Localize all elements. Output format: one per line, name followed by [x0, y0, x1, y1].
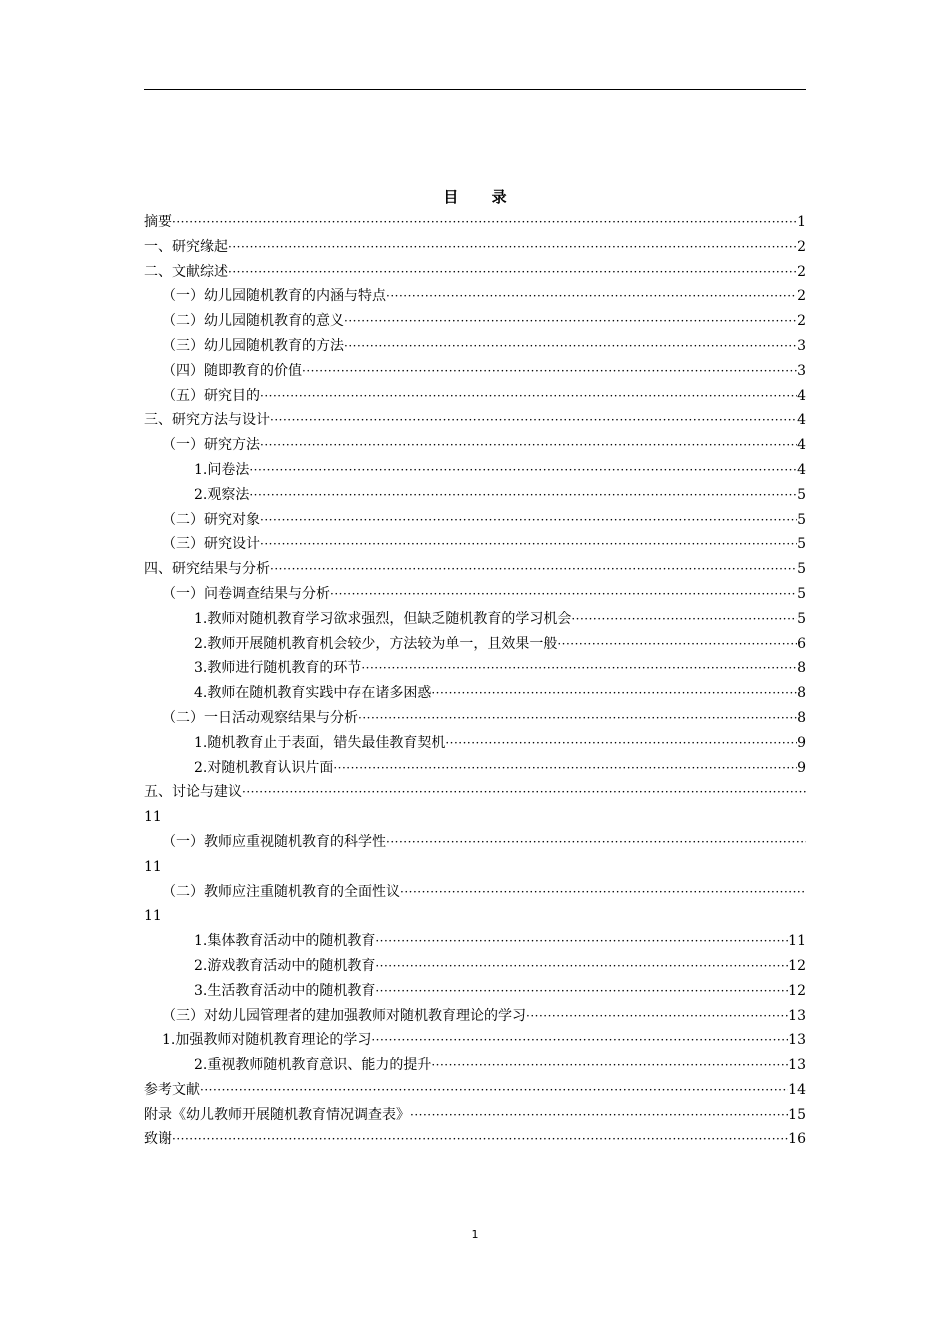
toc-entry[interactable]	[144, 582, 806, 607]
table-of-contents	[144, 210, 806, 1152]
toc-entry-page: 4	[797, 461, 806, 478]
toc-entry[interactable]	[144, 1053, 806, 1078]
toc-entry-text: 4.教师在随机教育实践中存在诸多困惑	[194, 685, 432, 702]
toc-entry[interactable]	[144, 1127, 806, 1152]
toc-entry[interactable]	[144, 607, 806, 632]
toc-leader-dots	[400, 880, 806, 905]
toc-entry[interactable]	[144, 656, 806, 681]
toc-leader-dots	[270, 557, 797, 582]
toc-entry-text: 致谢	[144, 1131, 172, 1148]
toc-entry-page: 1	[797, 214, 806, 230]
toc-leader-dots	[375, 979, 788, 1004]
toc-entry-text: 五、讨论与建议	[144, 784, 242, 801]
toc-entry-text: 3.生活教育活动中的随机教育	[194, 982, 376, 999]
toc-entry-text: 摘要	[144, 214, 172, 230]
toc-leader-dots	[249, 483, 797, 508]
toc-leader-dots	[431, 1053, 788, 1078]
toc-leader-dots	[200, 1078, 788, 1103]
toc-leader-dots	[371, 1028, 788, 1053]
toc-entry-page: 2	[797, 288, 806, 305]
toc-entry-text: （三）研究设计	[162, 536, 260, 553]
toc-entry-page: 11	[144, 858, 162, 875]
toc-entry-text: 三、研究方法与设计	[144, 412, 270, 429]
toc-entry-text: （三）对幼儿园管理者的建加强教师对随机教育理论的学习	[162, 1007, 526, 1024]
toc-leader-dots	[260, 508, 797, 533]
toc-entry[interactable]	[144, 334, 806, 359]
toc-leader-dots	[358, 706, 797, 731]
toc-entry-page: 11	[788, 933, 806, 950]
toc-entry-page: 5	[797, 610, 806, 627]
toc-entry-page-line	[144, 904, 806, 929]
toc-entry[interactable]	[144, 731, 806, 756]
toc-entry-text: 1.随机教育止于表面，错失最佳教育契机	[194, 734, 446, 751]
toc-entry[interactable]	[144, 632, 806, 657]
toc-entry-text: 参考文献	[144, 1081, 200, 1098]
toc-entry-page: 8	[797, 685, 806, 702]
toc-entry[interactable]	[144, 284, 806, 309]
toc-entry[interactable]	[144, 880, 806, 905]
toc-entry-page: 11	[144, 809, 162, 826]
toc-entry[interactable]	[144, 706, 806, 731]
toc-leader-dots	[431, 681, 797, 706]
toc-entry[interactable]	[144, 433, 806, 458]
toc-entry[interactable]	[144, 359, 806, 384]
toc-leader-dots	[228, 260, 797, 285]
toc-entry[interactable]	[144, 681, 806, 706]
toc-entry[interactable]	[144, 309, 806, 334]
toc-entry[interactable]	[144, 780, 806, 805]
toc-entry-text: （二）研究对象	[162, 511, 260, 528]
toc-entry-text: 1.集体教育活动中的随机教育	[194, 933, 376, 950]
toc-entry-text: （一）研究方法	[162, 437, 260, 454]
toc-entry[interactable]	[144, 408, 806, 433]
toc-entry-text: （四）随即教育的价值	[162, 362, 302, 379]
toc-entry-text: 1.加强教师对随机教育理论的学习	[162, 1032, 372, 1049]
toc-entry-text: （五）研究目的	[162, 387, 260, 404]
toc-entry-page: 5	[797, 536, 806, 553]
toc-leader-dots	[361, 656, 797, 681]
toc-entry-page: 3	[797, 362, 806, 379]
toc-entry[interactable]	[144, 929, 806, 954]
toc-leader-dots	[302, 359, 797, 384]
toc-entry-page: 4	[797, 437, 806, 454]
toc-entry[interactable]	[144, 756, 806, 781]
toc-entry-text: 2.重视教师随机教育意识、能力的提升	[194, 1057, 432, 1074]
toc-entry[interactable]	[144, 1103, 806, 1128]
toc-entry-page: 3	[797, 337, 806, 354]
toc-leader-dots	[410, 1103, 788, 1128]
toc-leader-dots	[172, 1127, 788, 1152]
toc-entry-text: 附录《幼儿教师开展随机教育情况调查表》	[144, 1106, 410, 1123]
toc-entry-text: 1.教师对随机教育学习欲求强烈，但缺乏随机教育的学习机会	[194, 610, 572, 627]
toc-entry-text: 2.教师开展随机教育机会较少，方法较为单一，且效果一般	[194, 635, 558, 652]
toc-entry-page: 13	[788, 1032, 806, 1049]
toc-leader-dots	[228, 235, 797, 260]
toc-leader-dots	[571, 607, 797, 632]
toc-entry-page: 5	[797, 561, 806, 578]
toc-leader-dots	[344, 334, 797, 359]
toc-entry-page: 14	[788, 1081, 806, 1098]
toc-entry[interactable]	[144, 260, 806, 285]
toc-entry[interactable]	[144, 483, 806, 508]
toc-leader-dots	[375, 929, 788, 954]
toc-leader-dots	[270, 408, 797, 433]
toc-entry-text: 3.教师进行随机教育的环节	[194, 660, 362, 677]
toc-entry-text: 2.观察法	[194, 486, 250, 503]
toc-entry-page: 12	[788, 957, 806, 974]
toc-entry-text: （三）幼儿园随机教育的方法	[162, 337, 344, 354]
toc-leader-dots	[260, 433, 797, 458]
toc-entry-text: 一、研究缘起	[144, 238, 228, 255]
toc-entry-text: 2.对随机教育认识片面	[194, 759, 334, 776]
toc-entry-page: 13	[788, 1007, 806, 1024]
toc-title: 目 录	[443, 188, 521, 206]
toc-entry[interactable]	[144, 830, 806, 855]
toc-entry[interactable]	[144, 1078, 806, 1103]
toc-leader-dots	[260, 384, 797, 409]
toc-entry[interactable]	[144, 384, 806, 409]
toc-entry-page: 11	[144, 908, 162, 925]
toc-entry-page: 16	[788, 1131, 806, 1148]
toc-leader-dots	[249, 458, 797, 483]
toc-entry[interactable]	[144, 210, 806, 235]
toc-entry[interactable]	[144, 1004, 806, 1029]
toc-entry-page: 8	[797, 709, 806, 726]
toc-leader-dots	[445, 731, 797, 756]
toc-entry-text: 2.游戏教育活动中的随机教育	[194, 957, 376, 974]
toc-leader-dots	[242, 780, 806, 805]
toc-entry-page: 4	[797, 387, 806, 404]
header-rule	[144, 89, 806, 90]
toc-leader-dots	[172, 210, 797, 235]
toc-entry-page: 15	[788, 1106, 806, 1123]
toc-entry-page: 9	[797, 759, 806, 776]
toc-entry-page: 2	[797, 313, 806, 330]
page-number: 1	[471, 1228, 479, 1241]
toc-leader-dots	[526, 1004, 788, 1029]
toc-entry-page: 5	[797, 511, 806, 528]
toc-entry[interactable]	[144, 235, 806, 260]
toc-leader-dots	[260, 532, 797, 557]
toc-entry-text: 1.问卷法	[194, 461, 250, 478]
toc-entry-text: （二）幼儿园随机教育的意义	[162, 313, 344, 330]
toc-entry-text: （一）幼儿园随机教育的内涵与特点	[162, 288, 386, 305]
toc-entry-page: 13	[788, 1057, 806, 1074]
toc-leader-dots	[333, 756, 797, 781]
toc-entry-page: 6	[797, 635, 806, 652]
toc-leader-dots	[375, 954, 788, 979]
toc-entry[interactable]	[144, 979, 806, 1004]
toc-entry[interactable]	[144, 458, 806, 483]
toc-entry-page: 9	[797, 734, 806, 751]
toc-leader-dots	[386, 284, 797, 309]
toc-entry-text: （一）教师应重视随机教育的科学性	[162, 833, 386, 850]
toc-entry-page-line	[144, 805, 806, 830]
toc-entry[interactable]	[144, 557, 806, 582]
toc-entry-page: 2	[797, 238, 806, 255]
toc-leader-dots	[330, 582, 797, 607]
toc-entry[interactable]	[144, 954, 806, 979]
toc-leader-dots	[344, 309, 797, 334]
toc-entry-page: 2	[797, 263, 806, 280]
toc-entry-text: 四、研究结果与分析	[144, 561, 270, 578]
toc-entry-page: 8	[797, 660, 806, 677]
toc-entry-text: （二）一日活动观察结果与分析	[162, 709, 358, 726]
toc-leader-dots	[386, 830, 806, 855]
toc-entry-page-line	[144, 855, 806, 880]
toc-entry-page: 12	[788, 982, 806, 999]
toc-entry-text: （二）教师应注重随机教育的全面性议	[162, 883, 400, 900]
toc-entry-page: 4	[797, 412, 806, 429]
toc-entry-text: 二、文献综述	[144, 263, 228, 280]
toc-entry-text: （一）问卷调查结果与分析	[162, 585, 330, 602]
toc-entry[interactable]	[144, 508, 806, 533]
toc-entry[interactable]	[144, 532, 806, 557]
toc-entry[interactable]	[144, 1028, 806, 1053]
toc-leader-dots	[557, 632, 797, 657]
toc-entry-page: 5	[797, 585, 806, 602]
toc-entry-page: 5	[797, 486, 806, 503]
